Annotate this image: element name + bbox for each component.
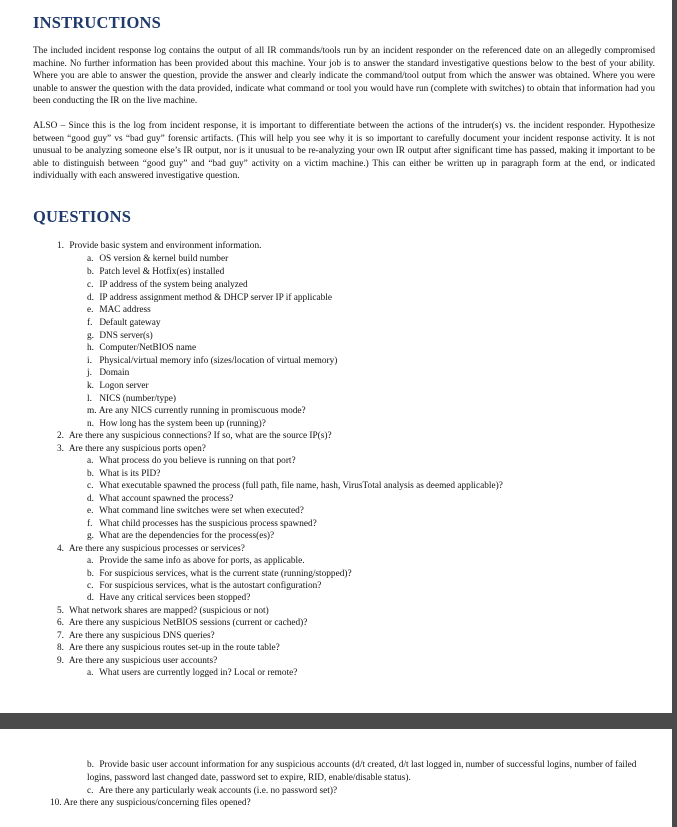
- question-8: 8. Are there any suspicious routes set-up in the route table?: [57, 643, 280, 653]
- question-1j: j. Domain: [87, 368, 130, 378]
- question-7: 7. Are there any suspicious DNS queries?: [57, 631, 215, 641]
- question-1h: h. Computer/NetBIOS name: [87, 343, 197, 353]
- question-4b: b. For suspicious services, what is the current state (running/stopped)?: [87, 569, 352, 579]
- question-1d: d. IP address assignment method & DHCP server IP if applicable: [87, 293, 332, 303]
- question-3g: g. What are the dependencies for the process(es)?: [87, 531, 275, 541]
- question-4c: c. For suspicious services, what is the autostart configuration?: [87, 581, 322, 591]
- question-1i: i. Physical/virtual memory info (sizes/location of virtual memory): [87, 356, 338, 366]
- document-page-2: [0, 729, 672, 827]
- question-1: 1. Provide basic system and environment information.: [57, 241, 262, 251]
- viewer-right-edge: [672, 0, 677, 827]
- question-3f: f. What child processes has the suspicious process spawned?: [87, 519, 317, 529]
- question-1e: e. MAC address: [87, 305, 151, 315]
- question-9a: a. What users are currently logged in? Local or remote?: [87, 668, 298, 678]
- question-1a: a. OS version & kernel build number: [87, 254, 229, 264]
- question-3d: d. What account spawned the process?: [87, 494, 234, 504]
- question-10: 10. Are there any suspicious/concerning files opened?: [50, 798, 251, 808]
- instructions-paragraph-1: The included incident response log contains the output of all IR commands/tools run by an incident responder on the referenced date on an allegedly compromised machine. No further information has been provided about this machine. Your job is to answer the standard investigative questions below to the best of your ability. Where you are able to answer the question, provide the answer and clearly indicate the command/tool output from which the answer was obtained. Where you were unable to answer the question with the data provided, indicate what command or tool you would have run (complete with switches) to obtain that information had you been conducting the IR on the live machine.: [33, 46, 655, 107]
- question-3e: e. What command line switches were set when executed?: [87, 506, 304, 516]
- questions-heading: QUESTIONS: [33, 207, 132, 226]
- question-1b: b. Patch level & Hotfix(es) installed: [87, 267, 225, 277]
- question-2: 2. Are there any suspicious connections? If so, what are the source IP(s)?: [57, 431, 332, 441]
- question-1c: c. IP address of the system being analyzed: [87, 280, 248, 290]
- question-6: 6. Are there any suspicious NetBIOS sessions (current or cached)?: [57, 618, 308, 628]
- question-5: 5. What network shares are mapped? (suspicious or not): [57, 606, 269, 616]
- question-1l: l. NICS (number/type): [87, 394, 177, 404]
- question-1g: g. DNS server(s): [87, 331, 153, 341]
- question-4: 4. Are there any suspicious processes or services?: [57, 544, 245, 554]
- question-9c: c. Are there any particularly weak accounts (i.e. no password set)?: [87, 786, 338, 796]
- question-1n: n. How long has the system been up (running)?: [87, 419, 266, 429]
- question-1k: k. Logon server: [87, 381, 149, 391]
- question-3c: c. What executable spawned the process (full path, file name, hash, VirusTotal analysis as deemed applicable)?: [87, 481, 503, 491]
- question-9b: b. Provide basic user account information for any suspicious accounts (d/t created, d/t last logged in, number of successful logins, number of failed logins, password last changed date, password set to expire, RID, enable/disable status).: [87, 760, 637, 783]
- instructions-paragraph-2: ALSO – Since this is the log from incident response, it is important to differentiate between the actions of the intruder(s) vs. the incident responder. Hypothesize between “good guy” vs “bad guy” forensic artifacts. (This will help you see why it is so important to carefully document your incident response activity. It is not unusual to be analyzing someone else’s IR output, nor is it unusual to be re-analyzing your own IR output after significant time has passed, making it important to be able to distinguish between “good guy” and “bad guy” activity on a victim machine.) This can either be written up in paragraph form at the end, or indicated individually with each answered investigative question.: [33, 121, 655, 182]
- question-4a: a. Provide the same info as above for ports, as applicable.: [87, 556, 305, 566]
- question-3: 3. Are there any suspicious ports open?: [57, 444, 206, 454]
- question-3b: b. What is its PID?: [87, 469, 161, 479]
- question-9: 9. Are there any suspicious user accounts?: [57, 656, 218, 666]
- instructions-heading: INSTRUCTIONS: [33, 13, 162, 32]
- question-1f: f. Default gateway: [87, 318, 161, 328]
- question-1m: m. Are any NICS currently running in promiscuous mode?: [87, 406, 306, 416]
- question-3a: a. What process do you believe is running on that port?: [87, 456, 296, 466]
- question-4d: d. Have any critical services been stopped?: [87, 593, 251, 603]
